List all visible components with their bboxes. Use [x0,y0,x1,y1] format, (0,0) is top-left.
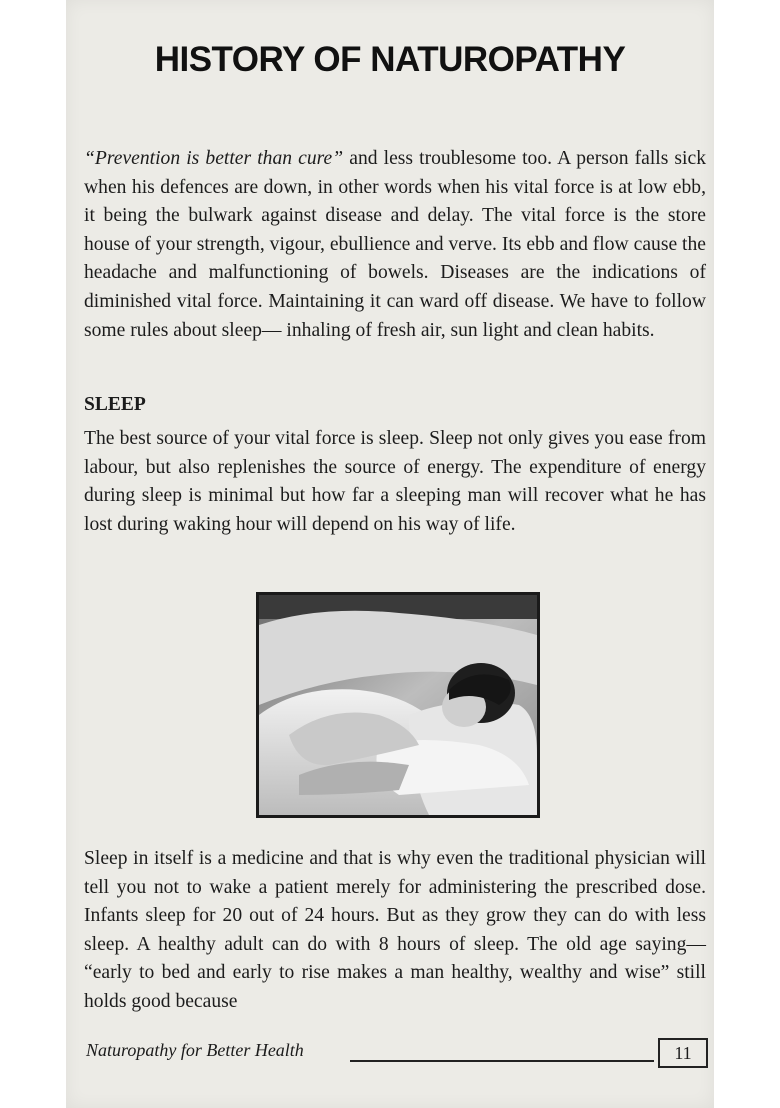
book-page [66,0,714,1108]
intro-quote: “Prevention is better than cure” [84,148,344,169]
intro-text: and less troublesome too. A person falls sick when his defences are down, in other words when his vital force is at low ebb, it being the bulwark against disease and delay. The vital force is the store house of your strength, vigour, ebullience and verve. Its ebb and flow cause the headache and malfunctioning of bowels. Diseases are the indications of diminished vital force. Maintaining it can ward off disease. We have to follow some rules about sleep— inhaling of fresh air, sun light and clean habits. [84,148,706,341]
sleep-paragraph-1: The best source of your vital force is sleep. Sleep not only gives you ease from labour, but also replenishes the source of energy. The expenditure of energy during sleep is minimal but how far a sleeping man will recover what he has lost during waking hour will depend on his way of life. [84,428,706,535]
page-number: 11 [658,1038,708,1068]
sleep-paragraph-2: Sleep in itself is a medicine and that is why even the traditional physician will tell you not to wake a patient merely for administering the prescribed dose. Infants sleep for 20 out of 24 hours. But as they grow they can do with less sleep. A healthy adult can do with 8 hours of sleep. The old age saying— “early to bed and early to rise makes a man healthy, wealthy and wise” still holds good because [84,848,706,1012]
intro-paragraph [84,145,706,345]
section-heading-sleep: SLEEP [84,394,146,415]
page-footer [66,1036,714,1072]
sleeping-woman-photo [256,592,540,818]
footer-rule [350,1060,654,1062]
page-title: HISTORY OF NATUROPATHY [154,40,626,79]
footer-book-title: Naturopathy for Better Health [86,1040,304,1060]
sleeping-woman-illustration [259,595,537,815]
